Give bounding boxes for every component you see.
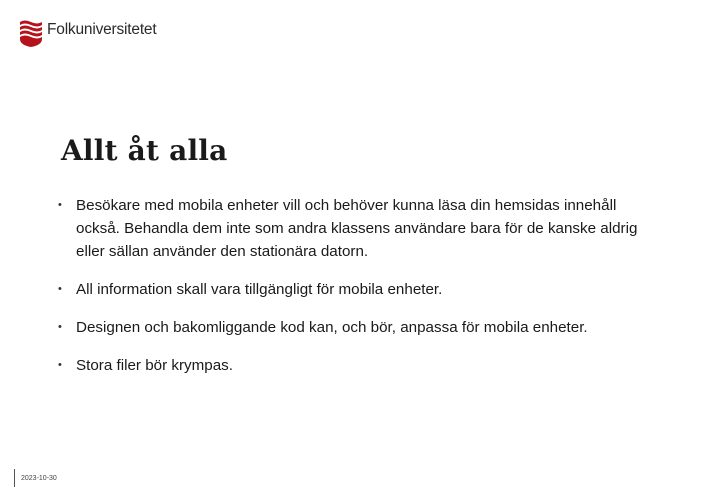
brand-name: Folkuniversitetet xyxy=(47,21,157,39)
bullet-text: All information skall vara tillgängligt för mobila enheter. xyxy=(76,281,443,298)
bullet-list xyxy=(58,194,658,392)
bullet-item xyxy=(58,278,658,301)
footer-date: 2023-10-30 xyxy=(21,474,57,482)
bullet-item xyxy=(58,194,658,263)
bullet-marker: • xyxy=(58,321,62,333)
bullet-marker: • xyxy=(58,283,62,295)
bullet-item xyxy=(58,354,658,377)
folkuniversitetet-logo-icon xyxy=(18,18,44,48)
bullet-text: Besökare med mobila enheter vill och behöver kunna läsa din hemsidas innehåll också. Behandla dem inte som andra klassens användare bara för de kanske aldrig eller sällan använder den stationära datorn. xyxy=(76,197,638,260)
bullet-item xyxy=(58,316,658,339)
brand-logo xyxy=(18,16,156,50)
bullet-marker: • xyxy=(58,359,62,371)
slide-footer xyxy=(14,469,57,487)
bullet-marker: • xyxy=(58,199,62,211)
slide-title: Allt åt alla xyxy=(61,134,228,167)
footer-divider xyxy=(14,469,15,487)
bullet-text: Designen och bakomliggande kod kan, och bör, anpassa för mobila enheter. xyxy=(76,319,588,336)
bullet-text: Stora filer bör krympas. xyxy=(76,357,233,374)
